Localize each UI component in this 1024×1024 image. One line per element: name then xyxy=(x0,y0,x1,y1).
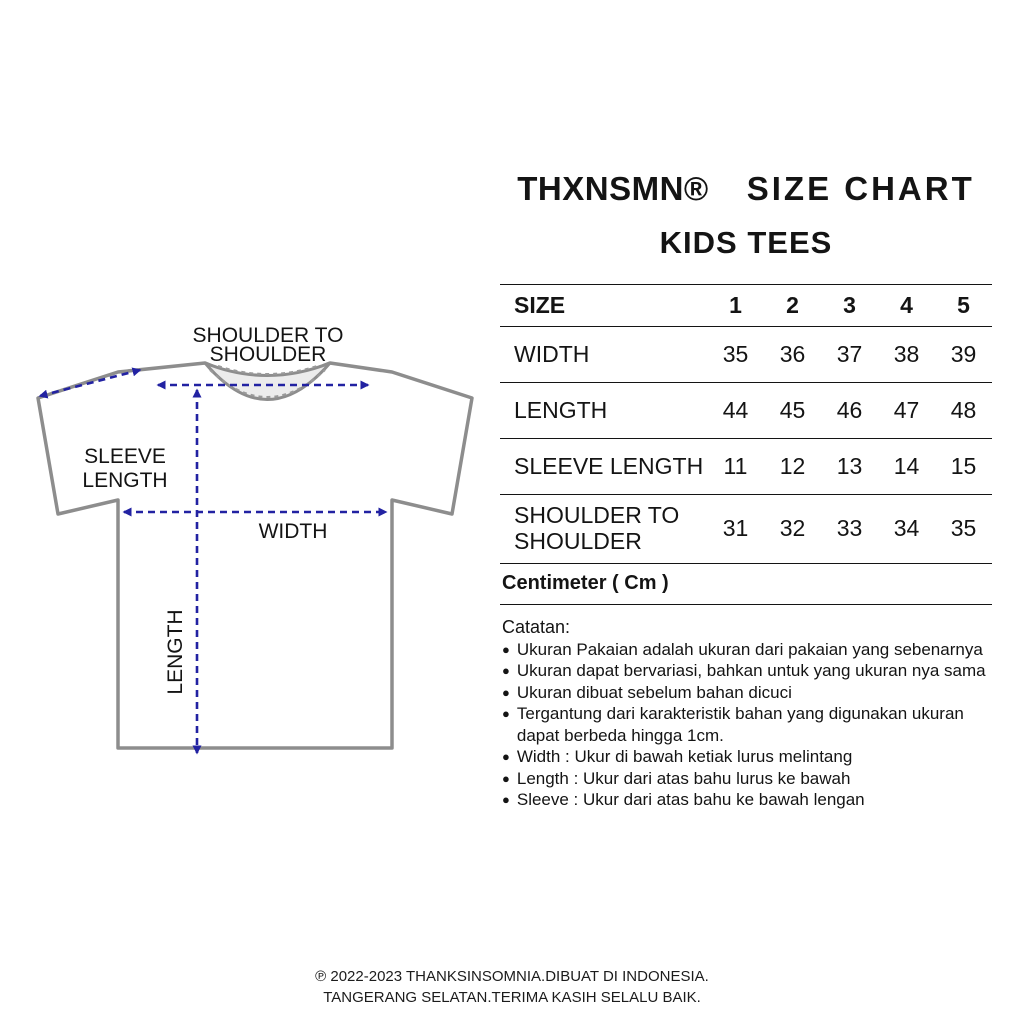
note-item xyxy=(502,660,992,682)
note-text: Tergantung dari karakteristik bahan yang digunakan ukuran dapat berbeda hingga 1cm. xyxy=(516,704,964,745)
value-cell: 14 xyxy=(893,453,920,479)
value-cell: 11 xyxy=(723,453,748,479)
size-chart-content xyxy=(500,168,992,811)
sleeve-length-label-line1: SLEEVE xyxy=(84,445,166,468)
table-header-row xyxy=(500,285,992,327)
notes-heading: Catatan: xyxy=(502,616,571,637)
product-subtitle: KIDS TEES xyxy=(659,225,833,260)
footer xyxy=(0,966,1024,1008)
table-row-width xyxy=(500,327,992,383)
tshirt-measurement-diagram xyxy=(0,300,500,780)
size-table xyxy=(500,284,992,605)
note-text: Ukuran Pakaian adalah ukuran dari pakaian yang sebenarnya xyxy=(516,639,983,659)
value-cell: 48 xyxy=(950,397,977,423)
bullet-icon: ● xyxy=(502,749,510,764)
row-label: WIDTH xyxy=(514,341,590,367)
length-label: LENGTH xyxy=(164,609,187,695)
note-text: Sleeve : Ukur dari atas bahu ke bawah lengan xyxy=(516,790,865,809)
value-cell: 47 xyxy=(893,397,920,423)
bullet-icon: ● xyxy=(502,706,510,721)
value-cell: 33 xyxy=(836,515,863,542)
value-cell: 35 xyxy=(950,515,977,542)
value-cell: 38 xyxy=(893,341,920,367)
bullet-icon: ● xyxy=(502,792,510,807)
note-text: Width : Ukur di bawah ketiak lurus melintang xyxy=(516,747,853,766)
value-cell: 13 xyxy=(836,453,863,479)
brand-name: THXNSMN® xyxy=(517,170,709,207)
value-cell: 36 xyxy=(779,341,806,367)
table-row-length xyxy=(500,383,992,439)
bullet-icon: ● xyxy=(502,641,510,657)
row-label: LENGTH xyxy=(514,397,608,423)
note-item xyxy=(502,639,992,661)
tshirt-diagram-svg xyxy=(0,300,500,780)
header-col-3: 3 xyxy=(843,292,856,318)
value-cell: 44 xyxy=(722,397,749,423)
width-label: WIDTH xyxy=(258,520,328,543)
value-cell: 34 xyxy=(893,515,920,542)
footer-line1: ℗ 2022-2023 THANKSINSOMNIA.DIBUAT DI INDONESIA. xyxy=(315,968,709,985)
row-label: SLEEVE LENGTH xyxy=(514,453,704,479)
value-cell: 12 xyxy=(779,453,806,479)
unit-label: Centimeter ( Cm ) xyxy=(500,564,992,605)
note-item xyxy=(502,703,992,746)
note-item xyxy=(502,746,992,768)
page-title xyxy=(500,168,992,210)
header-col-5: 5 xyxy=(957,292,970,318)
header-col-4: 4 xyxy=(900,292,913,318)
value-cell: 32 xyxy=(779,515,806,542)
value-cell: 46 xyxy=(836,397,863,423)
bullet-icon: ● xyxy=(502,663,510,678)
note-item xyxy=(502,789,992,811)
value-cell: 39 xyxy=(950,341,977,367)
header-size: SIZE xyxy=(514,292,566,318)
bullet-icon: ● xyxy=(502,770,510,786)
table-row-shoulder-to-shoulder xyxy=(500,495,992,564)
note-item xyxy=(502,768,992,790)
note-text: Ukuran dapat bervariasi, bahkan untuk yang ukuran nya sama xyxy=(516,661,986,680)
table-row-sleeve-length xyxy=(500,439,992,495)
value-cell: 45 xyxy=(779,397,806,423)
value-cell: 15 xyxy=(950,453,977,479)
note-text: Length : Ukur dari atas bahu lurus ke bawah xyxy=(516,768,851,788)
size-chart-title: SIZE CHART xyxy=(746,170,975,207)
footer-line2: TANGERANG SELATAN.TERIMA KASIH SELALU BAIK. xyxy=(323,989,701,1006)
sleeve-length-label-line2: LENGTH xyxy=(82,469,168,492)
value-cell: 35 xyxy=(722,341,749,367)
note-item xyxy=(502,682,992,704)
header-col-1: 1 xyxy=(729,292,742,318)
value-cell: 37 xyxy=(836,341,863,367)
bullet-icon: ● xyxy=(502,684,510,700)
notes-section xyxy=(500,615,992,811)
shoulder-to-shoulder-label-line2: SHOULDER xyxy=(209,343,327,366)
tshirt-outline xyxy=(38,363,472,748)
value-cell: 31 xyxy=(722,515,749,542)
row-label: SHOULDER TO SHOULDER xyxy=(514,502,680,554)
shoulder-to-shoulder-label-line1: SHOULDER TO xyxy=(192,324,344,347)
note-text: Ukuran dibuat sebelum bahan dicuci xyxy=(516,682,792,702)
header-col-2: 2 xyxy=(786,292,799,318)
